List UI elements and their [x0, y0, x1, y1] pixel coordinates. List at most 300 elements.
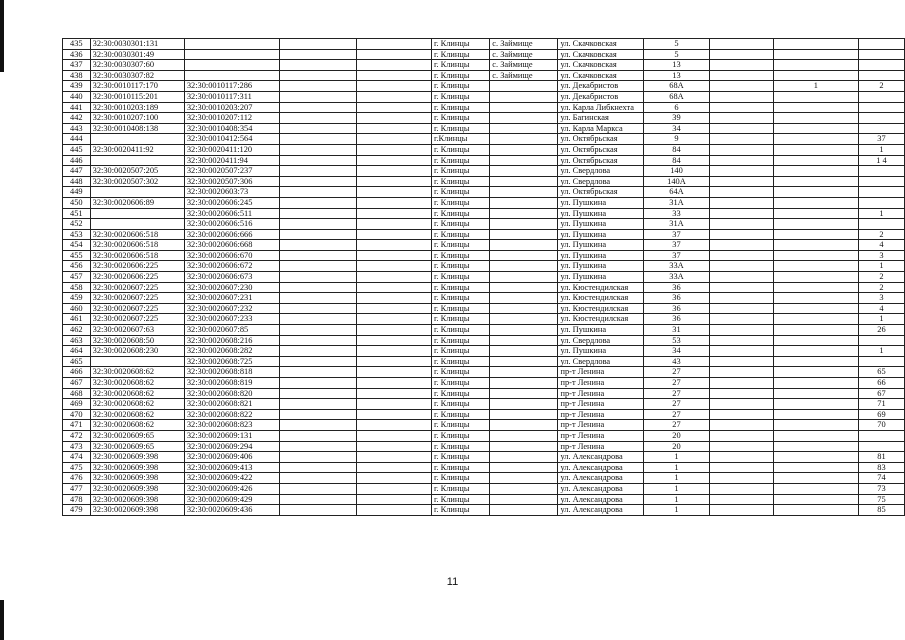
house-number-cell: 36: [644, 282, 710, 293]
flat-number-cell: 75: [858, 494, 904, 505]
city-cell: г. Клинцы: [431, 166, 489, 177]
flat-number-cell: [858, 441, 904, 452]
street-cell: пр-т Ленина: [558, 430, 644, 441]
empty-cell-b: [357, 176, 432, 187]
empty-cell-a: [279, 430, 356, 441]
village-cell: [490, 473, 558, 484]
village-cell: [490, 261, 558, 272]
house-number-cell: 27: [644, 399, 710, 410]
house-number-cell: 1: [644, 483, 710, 494]
house-number-cell: 9: [644, 134, 710, 145]
building-cell: [773, 49, 858, 60]
village-cell: [490, 282, 558, 293]
street-cell: ул. Карла Маркса: [558, 123, 644, 134]
building-cell: [773, 208, 858, 219]
flat-number-cell: 26: [858, 325, 904, 336]
street-cell: ул. Пушкина: [558, 197, 644, 208]
empty-cell-a: [279, 356, 356, 367]
row-number-cell: 452: [63, 219, 91, 230]
street-cell: пр-т Ленина: [558, 409, 644, 420]
table-row: [63, 208, 905, 219]
street-cell: ул. Пушкина: [558, 261, 644, 272]
table-row: [63, 356, 905, 367]
row-number-cell: 448: [63, 176, 91, 187]
building-cell: [773, 187, 858, 198]
empty-cell-c: [709, 356, 773, 367]
cadastral-number-alt-cell: 32:30:0020606:668: [184, 240, 279, 251]
row-number-cell: 470: [63, 409, 91, 420]
building-cell: [773, 166, 858, 177]
cadastral-number-cell: 32:30:0010207:100: [90, 113, 184, 124]
cadastral-number-alt-cell: 32:30:0020608:822: [184, 409, 279, 420]
flat-number-cell: [858, 166, 904, 177]
city-cell: г. Клинцы: [431, 187, 489, 198]
row-number-cell: 447: [63, 166, 91, 177]
empty-cell-b: [357, 346, 432, 357]
flat-number-cell: 2: [858, 282, 904, 293]
city-cell: г. Клинцы: [431, 240, 489, 251]
street-cell: ул. Пушкина: [558, 272, 644, 283]
empty-cell-c: [709, 335, 773, 346]
table-row: [63, 60, 905, 71]
city-cell: г. Клинцы: [431, 261, 489, 272]
village-cell: [490, 399, 558, 410]
building-cell: [773, 494, 858, 505]
city-cell: г. Клинцы: [431, 272, 489, 283]
house-number-cell: 1: [644, 494, 710, 505]
empty-cell-c: [709, 272, 773, 283]
cadastral-number-alt-cell: 32:30:0020609:426: [184, 483, 279, 494]
empty-cell-c: [709, 409, 773, 420]
city-cell: г. Клинцы: [431, 314, 489, 325]
city-cell: г. Клинцы: [431, 60, 489, 71]
table-row: [63, 91, 905, 102]
building-cell: [773, 155, 858, 166]
cadastral-number-alt-cell: [184, 60, 279, 71]
empty-cell-c: [709, 197, 773, 208]
building-cell: [773, 197, 858, 208]
building-cell: [773, 176, 858, 187]
flat-number-cell: 37: [858, 134, 904, 145]
table-row: [63, 250, 905, 261]
empty-cell-c: [709, 378, 773, 389]
empty-cell-c: [709, 134, 773, 145]
village-cell: [490, 356, 558, 367]
building-cell: [773, 144, 858, 155]
row-number-cell: 461: [63, 314, 91, 325]
empty-cell-a: [279, 60, 356, 71]
house-number-cell: 13: [644, 70, 710, 81]
table-row: [63, 70, 905, 81]
city-cell: г. Клинцы: [431, 39, 489, 50]
city-cell: г. Клинцы: [431, 399, 489, 410]
building-cell: [773, 367, 858, 378]
cadastral-number-alt-cell: [184, 39, 279, 50]
empty-cell-a: [279, 134, 356, 145]
table-row: [63, 282, 905, 293]
table-row: [63, 81, 905, 92]
empty-cell-b: [357, 452, 432, 463]
row-number-cell: 466: [63, 367, 91, 378]
empty-cell-b: [357, 166, 432, 177]
table-row: [63, 441, 905, 452]
flat-number-cell: 73: [858, 483, 904, 494]
street-cell: ул. Пушкина: [558, 240, 644, 251]
city-cell: г. Клинцы: [431, 91, 489, 102]
house-number-cell: 34: [644, 346, 710, 357]
house-number-cell: 68А: [644, 81, 710, 92]
empty-cell-a: [279, 399, 356, 410]
building-cell: [773, 261, 858, 272]
row-number-cell: 440: [63, 91, 91, 102]
row-number-cell: 468: [63, 388, 91, 399]
empty-cell-a: [279, 39, 356, 50]
city-cell: г. Клинцы: [431, 378, 489, 389]
city-cell: г. Клинцы: [431, 282, 489, 293]
village-cell: [490, 505, 558, 516]
empty-cell-c: [709, 505, 773, 516]
empty-cell-b: [357, 219, 432, 230]
flat-number-cell: [858, 335, 904, 346]
flat-number-cell: [858, 113, 904, 124]
cadastral-number-cell: 32:30:0020609:65: [90, 430, 184, 441]
empty-cell-a: [279, 483, 356, 494]
city-cell: г. Клинцы: [431, 325, 489, 336]
house-number-cell: 13: [644, 60, 710, 71]
cadastral-number-cell: [90, 208, 184, 219]
street-cell: ул. Октябрьская: [558, 187, 644, 198]
empty-cell-b: [357, 420, 432, 431]
village-cell: с. Займище: [490, 60, 558, 71]
village-cell: [490, 197, 558, 208]
village-cell: [490, 420, 558, 431]
empty-cell-c: [709, 494, 773, 505]
empty-cell-b: [357, 102, 432, 113]
flat-number-cell: [858, 219, 904, 230]
empty-cell-c: [709, 240, 773, 251]
empty-cell-c: [709, 70, 773, 81]
empty-cell-a: [279, 176, 356, 187]
village-cell: [490, 102, 558, 113]
row-number-cell: 451: [63, 208, 91, 219]
empty-cell-b: [357, 123, 432, 134]
empty-cell-b: [357, 473, 432, 484]
cadastral-number-cell: 32:30:0020607:225: [90, 303, 184, 314]
cadastral-number-alt-cell: 32:30:0020411:94: [184, 155, 279, 166]
flat-number-cell: 74: [858, 473, 904, 484]
cadastral-number-alt-cell: 32:30:0010117:311: [184, 91, 279, 102]
cadastral-number-cell: 32:30:0020609:398: [90, 452, 184, 463]
village-cell: [490, 240, 558, 251]
table-row: [63, 144, 905, 155]
flat-number-cell: 83: [858, 462, 904, 473]
empty-cell-a: [279, 378, 356, 389]
street-cell: ул. Александрова: [558, 473, 644, 484]
empty-cell-b: [357, 60, 432, 71]
house-number-cell: 6: [644, 102, 710, 113]
empty-cell-a: [279, 229, 356, 240]
village-cell: [490, 113, 558, 124]
village-cell: [490, 293, 558, 304]
row-number-cell: 471: [63, 420, 91, 431]
row-number-cell: 435: [63, 39, 91, 50]
cadastral-number-cell: 32:30:0010117:170: [90, 81, 184, 92]
flat-number-cell: 3: [858, 293, 904, 304]
street-cell: ул. Кюстендилская: [558, 314, 644, 325]
street-cell: ул. Карла Либкнехта: [558, 102, 644, 113]
city-cell: г. Клинцы: [431, 303, 489, 314]
village-cell: [490, 452, 558, 463]
cadastral-number-alt-cell: 32:30:0010408:354: [184, 123, 279, 134]
row-number-cell: 460: [63, 303, 91, 314]
table-row: [63, 272, 905, 283]
village-cell: [490, 335, 558, 346]
house-number-cell: 37: [644, 250, 710, 261]
empty-cell-a: [279, 102, 356, 113]
cadastral-number-cell: 32:30:0020507:205: [90, 166, 184, 177]
house-number-cell: 36: [644, 293, 710, 304]
empty-cell-c: [709, 123, 773, 134]
building-cell: [773, 462, 858, 473]
building-cell: [773, 293, 858, 304]
row-number-cell: 472: [63, 430, 91, 441]
empty-cell-b: [357, 462, 432, 473]
row-number-cell: 477: [63, 483, 91, 494]
building-cell: [773, 123, 858, 134]
cadastral-number-cell: 32:30:0020606:518: [90, 229, 184, 240]
empty-cell-c: [709, 420, 773, 431]
row-number-cell: 453: [63, 229, 91, 240]
empty-cell-c: [709, 462, 773, 473]
row-number-cell: 476: [63, 473, 91, 484]
house-number-cell: 1: [644, 462, 710, 473]
building-cell: [773, 303, 858, 314]
street-cell: ул. Александрова: [558, 505, 644, 516]
cadastral-number-cell: 32:30:0020608:62: [90, 420, 184, 431]
village-cell: [490, 430, 558, 441]
cadastral-number-alt-cell: 32:30:0020609:422: [184, 473, 279, 484]
empty-cell-a: [279, 113, 356, 124]
empty-cell-c: [709, 293, 773, 304]
building-cell: [773, 409, 858, 420]
cadastral-number-cell: 32:30:0020609:398: [90, 505, 184, 516]
house-number-cell: 34: [644, 123, 710, 134]
city-cell: г. Клинцы: [431, 441, 489, 452]
house-number-cell: 27: [644, 378, 710, 389]
street-cell: ул. Скачковская: [558, 39, 644, 50]
house-number-cell: 43: [644, 356, 710, 367]
street-cell: ул. Александрова: [558, 462, 644, 473]
street-cell: ул. Свердлова: [558, 166, 644, 177]
street-cell: ул. Пушкина: [558, 229, 644, 240]
cadastral-number-alt-cell: 32:30:0010117:286: [184, 81, 279, 92]
building-cell: 1: [773, 81, 858, 92]
cadastral-number-cell: [90, 187, 184, 198]
street-cell: ул. Октябрьская: [558, 144, 644, 155]
cadastral-number-cell: 32:30:0020411:92: [90, 144, 184, 155]
cadastral-number-cell: 32:30:0020606:518: [90, 240, 184, 251]
cadastral-number-cell: 32:30:0010203:189: [90, 102, 184, 113]
empty-cell-a: [279, 123, 356, 134]
empty-cell-c: [709, 483, 773, 494]
house-number-cell: 36: [644, 303, 710, 314]
empty-cell-a: [279, 219, 356, 230]
cadastral-number-cell: 32:30:0020606:225: [90, 261, 184, 272]
flat-number-cell: [858, 176, 904, 187]
building-cell: [773, 250, 858, 261]
city-cell: г. Клинцы: [431, 356, 489, 367]
house-number-cell: 1: [644, 452, 710, 463]
empty-cell-a: [279, 250, 356, 261]
row-number-cell: 462: [63, 325, 91, 336]
register-table-body: [63, 39, 905, 516]
cadastral-number-alt-cell: 32:30:0020608:823: [184, 420, 279, 431]
cadastral-number-cell: [90, 155, 184, 166]
village-cell: [490, 123, 558, 134]
cadastral-number-cell: [90, 134, 184, 145]
empty-cell-a: [279, 208, 356, 219]
table-row: [63, 293, 905, 304]
empty-cell-c: [709, 430, 773, 441]
cadastral-number-alt-cell: 32:30:0020607:85: [184, 325, 279, 336]
empty-cell-c: [709, 113, 773, 124]
empty-cell-b: [357, 91, 432, 102]
cadastral-number-alt-cell: 32:30:0010207:112: [184, 113, 279, 124]
cadastral-number-cell: 32:30:0010408:138: [90, 123, 184, 134]
row-number-cell: 450: [63, 197, 91, 208]
cadastral-number-alt-cell: 32:30:0020608:818: [184, 367, 279, 378]
empty-cell-b: [357, 49, 432, 60]
table-row: [63, 39, 905, 50]
cadastral-number-cell: 32:30:0030307:82: [90, 70, 184, 81]
cadastral-number-alt-cell: 32:30:0020609:436: [184, 505, 279, 516]
empty-cell-a: [279, 494, 356, 505]
empty-cell-a: [279, 197, 356, 208]
empty-cell-a: [279, 91, 356, 102]
table-row: [63, 166, 905, 177]
house-number-cell: 1: [644, 505, 710, 516]
empty-cell-b: [357, 261, 432, 272]
empty-cell-b: [357, 325, 432, 336]
flat-number-cell: 1 4: [858, 155, 904, 166]
scan-edge-mark-top: [0, 0, 4, 72]
row-number-cell: 469: [63, 399, 91, 410]
cadastral-number-cell: 32:30:0020608:62: [90, 388, 184, 399]
street-cell: ул. Декабристов: [558, 91, 644, 102]
street-cell: ул. Кюстендилская: [558, 293, 644, 304]
house-number-cell: 53: [644, 335, 710, 346]
empty-cell-b: [357, 367, 432, 378]
cadastral-number-alt-cell: 32:30:0020608:821: [184, 399, 279, 410]
empty-cell-a: [279, 261, 356, 272]
table-row: [63, 187, 905, 198]
empty-cell-c: [709, 102, 773, 113]
cadastral-number-cell: 32:30:0020606:518: [90, 250, 184, 261]
table-row: [63, 367, 905, 378]
cadastral-number-alt-cell: 32:30:0020609:294: [184, 441, 279, 452]
row-number-cell: 442: [63, 113, 91, 124]
empty-cell-a: [279, 272, 356, 283]
cadastral-number-alt-cell: 32:30:0020608:216: [184, 335, 279, 346]
row-number-cell: 478: [63, 494, 91, 505]
village-cell: [490, 176, 558, 187]
cadastral-number-alt-cell: 32:30:0020607:233: [184, 314, 279, 325]
street-cell: ул. Александрова: [558, 483, 644, 494]
building-cell: [773, 240, 858, 251]
cadastral-number-alt-cell: 32:30:0020606:666: [184, 229, 279, 240]
table-row: [63, 113, 905, 124]
row-number-cell: 465: [63, 356, 91, 367]
empty-cell-a: [279, 187, 356, 198]
street-cell: ул. Пушкина: [558, 219, 644, 230]
table-row: [63, 430, 905, 441]
city-cell: г. Клинцы: [431, 483, 489, 494]
building-cell: [773, 420, 858, 431]
empty-cell-c: [709, 346, 773, 357]
empty-cell-a: [279, 49, 356, 60]
city-cell: г. Клинцы: [431, 494, 489, 505]
table-row: [63, 399, 905, 410]
flat-number-cell: [858, 187, 904, 198]
empty-cell-b: [357, 409, 432, 420]
flat-number-cell: 1: [858, 208, 904, 219]
street-cell: ул. Багинская: [558, 113, 644, 124]
cadastral-number-alt-cell: 32:30:0020608:282: [184, 346, 279, 357]
village-cell: [490, 325, 558, 336]
cadastral-number-alt-cell: 32:30:0020606:511: [184, 208, 279, 219]
empty-cell-c: [709, 166, 773, 177]
flat-number-cell: 66: [858, 378, 904, 389]
cadastral-number-alt-cell: 32:30:0010412:564: [184, 134, 279, 145]
cadastral-number-alt-cell: 32:30:0020606:673: [184, 272, 279, 283]
empty-cell-c: [709, 473, 773, 484]
building-cell: [773, 282, 858, 293]
row-number-cell: 475: [63, 462, 91, 473]
table-row: [63, 378, 905, 389]
street-cell: пр-т Ленина: [558, 420, 644, 431]
village-cell: [490, 346, 558, 357]
table-row: [63, 261, 905, 272]
street-cell: пр-т Ленина: [558, 441, 644, 452]
street-cell: ул. Октябрьская: [558, 155, 644, 166]
row-number-cell: 439: [63, 81, 91, 92]
empty-cell-a: [279, 335, 356, 346]
row-number-cell: 467: [63, 378, 91, 389]
page-number: 11: [446, 576, 459, 588]
table-row: [63, 314, 905, 325]
empty-cell-b: [357, 134, 432, 145]
empty-cell-c: [709, 208, 773, 219]
flat-number-cell: 2: [858, 81, 904, 92]
cadastral-number-cell: 32:30:0020507:302: [90, 176, 184, 187]
row-number-cell: 473: [63, 441, 91, 452]
flat-number-cell: 1: [858, 346, 904, 357]
house-number-cell: 84: [644, 155, 710, 166]
city-cell: г. Клинцы: [431, 197, 489, 208]
building-cell: [773, 113, 858, 124]
street-cell: ул. Свердлова: [558, 356, 644, 367]
table-row: [63, 452, 905, 463]
cadastral-number-cell: 32:30:0020609:398: [90, 462, 184, 473]
empty-cell-a: [279, 155, 356, 166]
cadastral-number-cell: 32:30:0020608:62: [90, 399, 184, 410]
empty-cell-b: [357, 388, 432, 399]
building-cell: [773, 356, 858, 367]
village-cell: с. Займище: [490, 70, 558, 81]
flat-number-cell: 71: [858, 399, 904, 410]
village-cell: [490, 483, 558, 494]
building-cell: [773, 91, 858, 102]
